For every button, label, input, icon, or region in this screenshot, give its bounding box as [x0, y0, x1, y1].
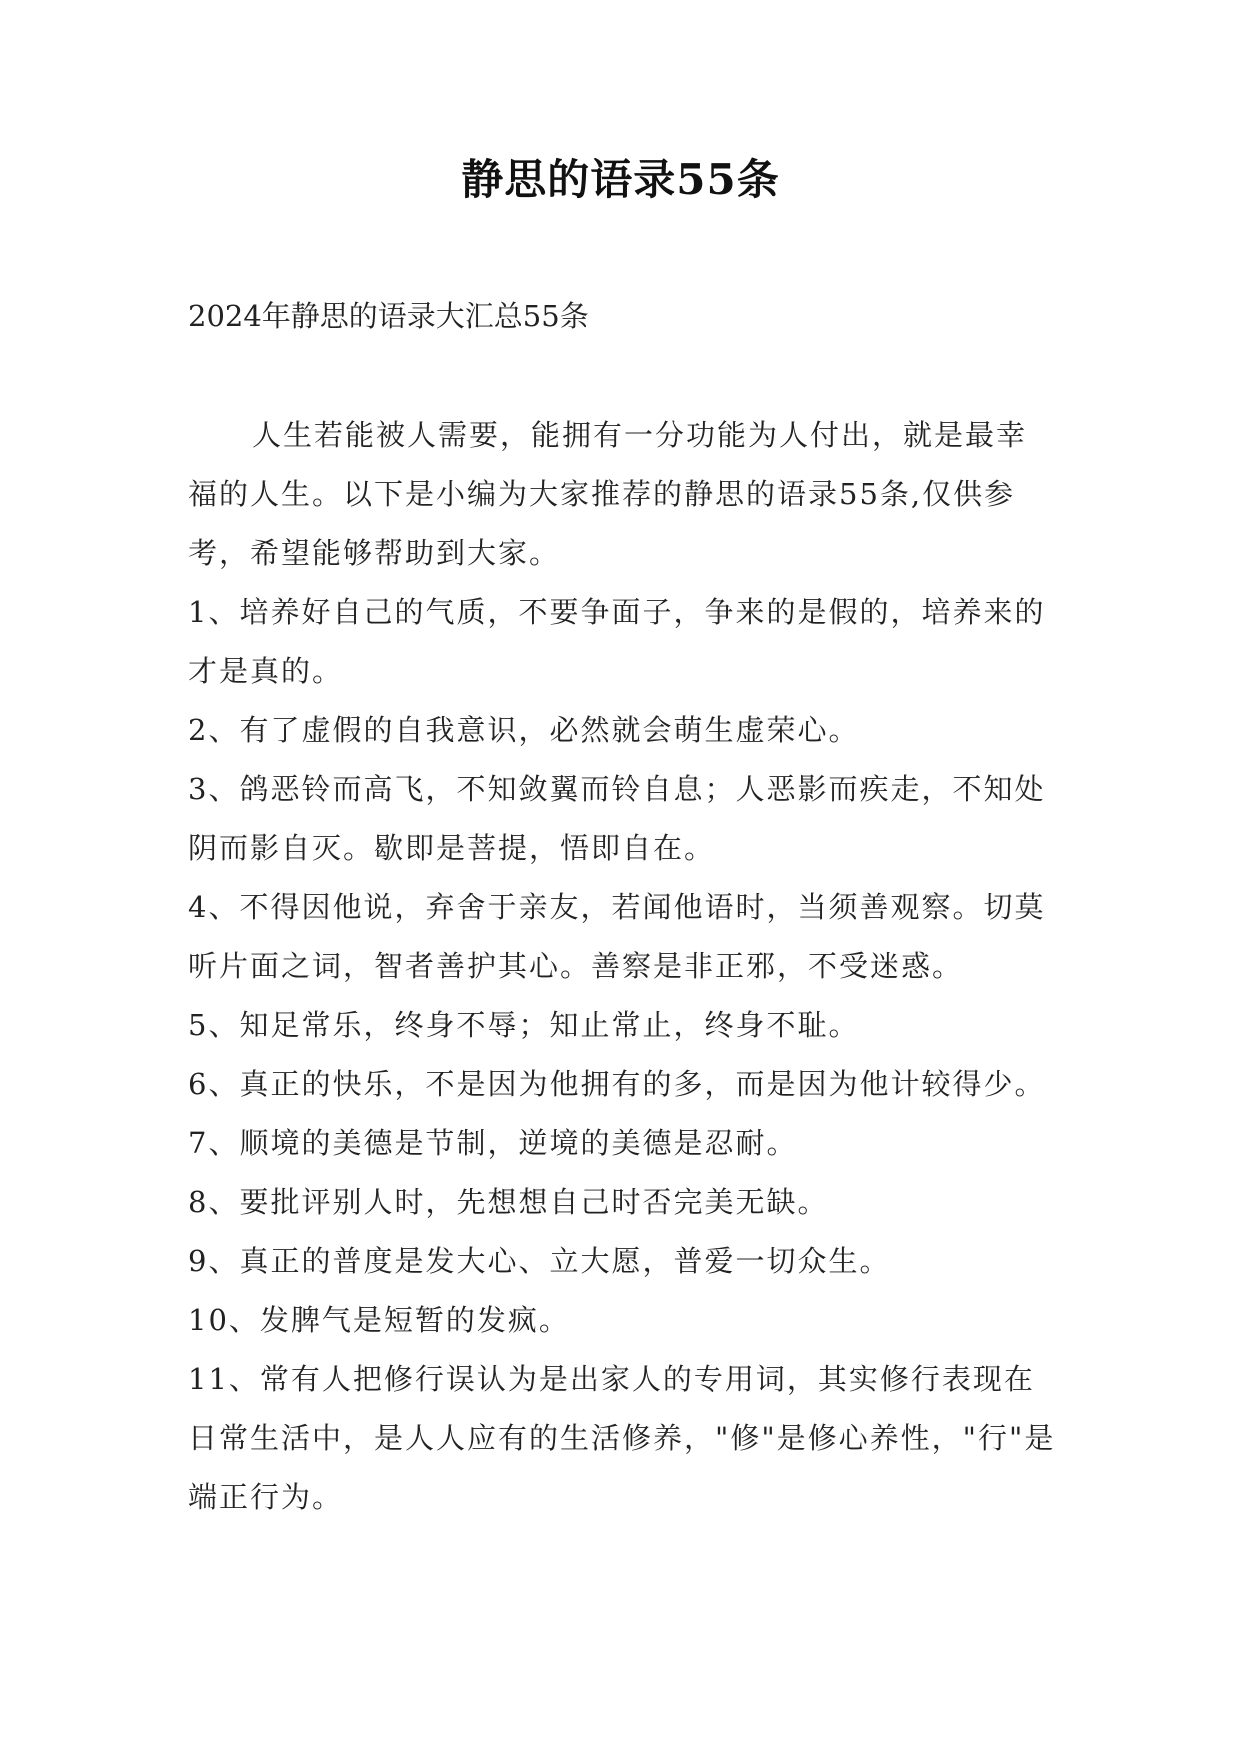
document-title: 静思的语录55条 — [461, 155, 780, 204]
document-subtitle: 2024年静思的语录大汇总55条 — [188, 299, 589, 333]
quote-item-10: 10、发脾气是短暂的发疯。 — [188, 1303, 570, 1337]
quote-item-3: 3、鸽恶铃而高飞，不知敛翼而铃自息；人恶影而疾走，不知处阴而影自灭。歇即是菩提，悟即自在。 — [188, 772, 1046, 865]
quote-item-2: 2、有了虚假的自我意识，必然就会萌生虚荣心。 — [188, 713, 860, 747]
quote-item-11: 11、常有人把修行误认为是出家人的专用词，其实修行表现在日常生活中，是人人应有的生活修养，"修"是修心养性，"行"是端正行为。 — [188, 1362, 1056, 1514]
quote-item-6: 6、真正的快乐，不是因为他拥有的多，而是因为他计较得少。 — [188, 1067, 1046, 1101]
quote-item-4: 4、不得因他说，弃舍于亲友，若闻他语时，当须善观察。切莫听片面之词，智者善护其心。善察是非正邪，不受迷惑。 — [188, 890, 1046, 983]
quote-item-5: 5、知足常乐，终身不辱；知止常止，终身不耻。 — [188, 1008, 860, 1042]
quote-item-8: 8、要批评别人时，先想想自己时否完美无缺。 — [188, 1185, 829, 1219]
quote-item-9: 9、真正的普度是发大心、立大愿，普爱一切众生。 — [188, 1244, 891, 1278]
intro-paragraph: 人生若能被人需要，能拥有一分功能为人付出，就是最幸福的人生。以下是小编为大家推荐的静思的语录55条,仅供参考，希望能够帮助到大家。 — [188, 418, 1028, 570]
document-body — [188, 406, 1056, 1527]
quote-item-7: 7、顺境的美德是节制，逆境的美德是忍耐。 — [188, 1126, 798, 1160]
quote-item-1: 1、培养好自己的气质，不要争面子，争来的是假的，培养来的才是真的。 — [188, 595, 1046, 688]
